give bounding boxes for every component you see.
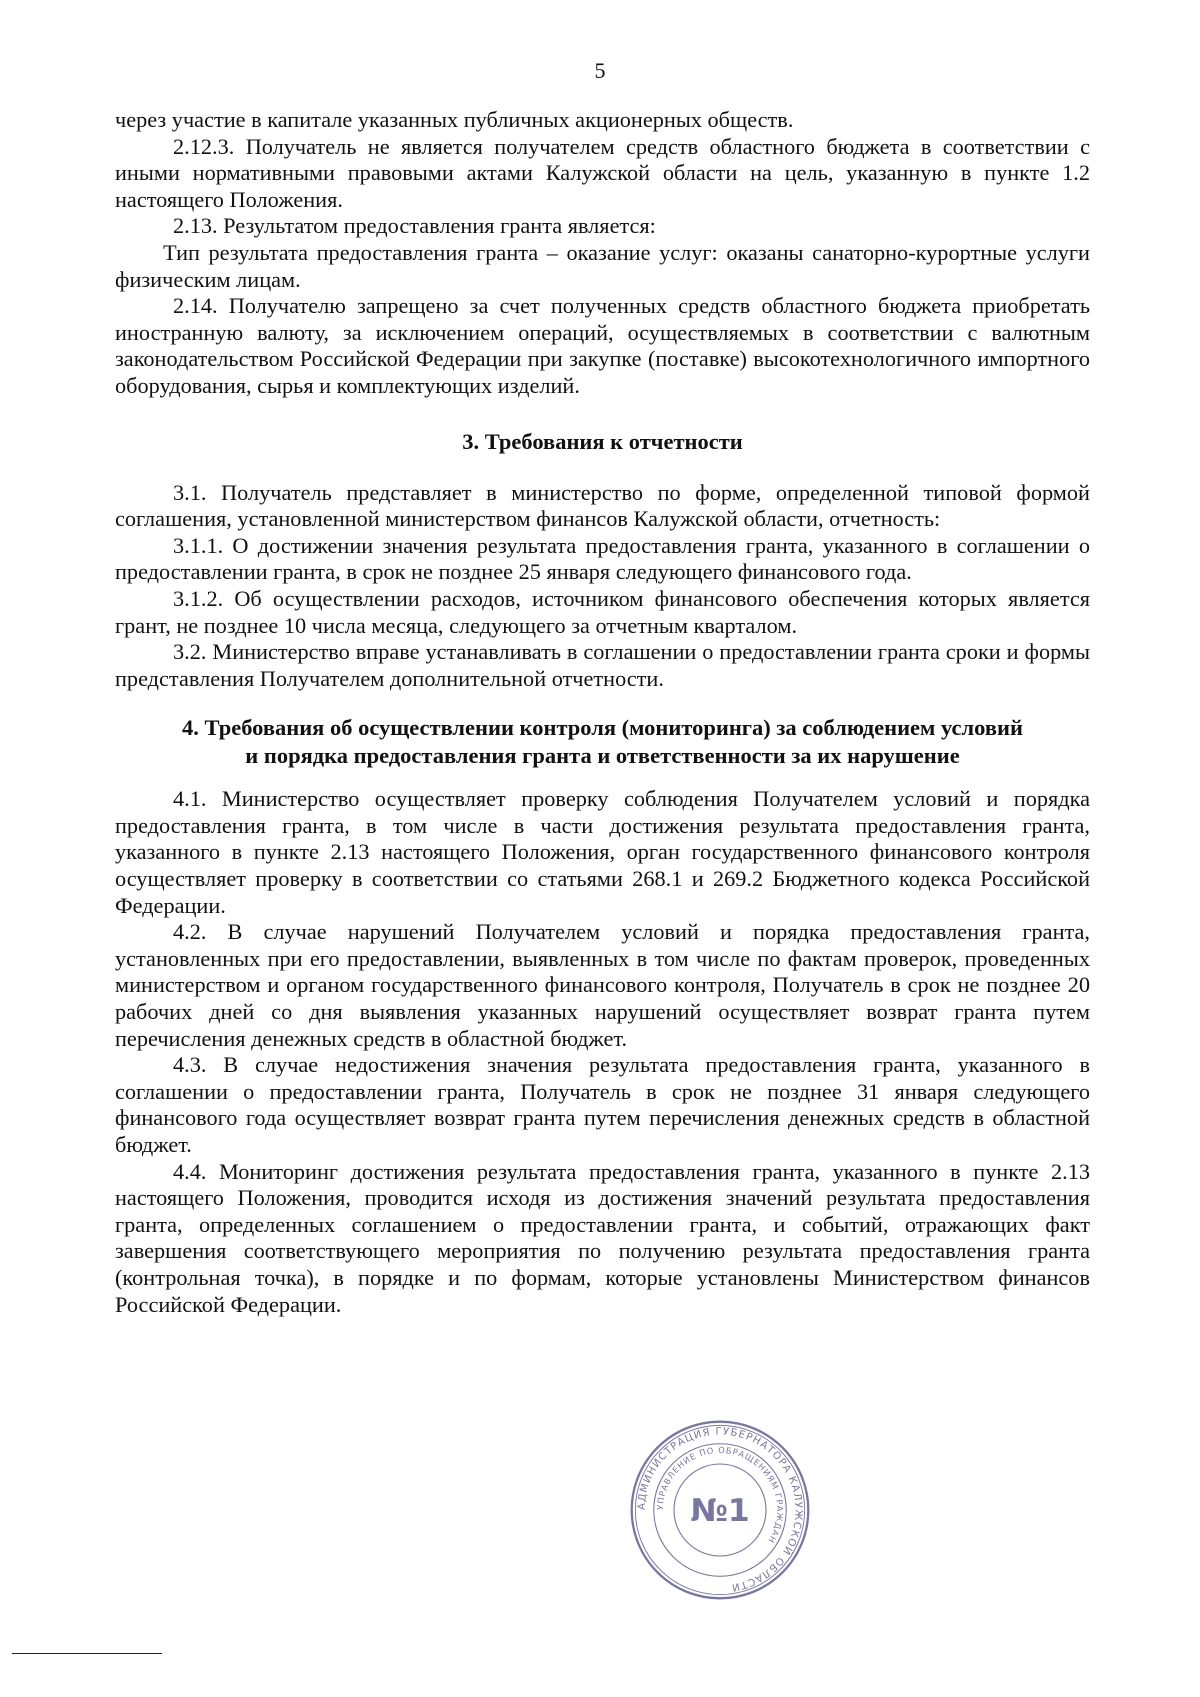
page-number: 5 (594, 58, 606, 83)
section-3-heading: 3. Требования к отчетности (462, 428, 743, 454)
paragraph-4-1: 4.1. Министерство осуществляет проверку соблюдения Получателем условий и порядка предоставления гранта, в том числе в части достижения результата предоставления гранта, указанного в пункте 2.13 настоящего Положения, орган государственного финансового контроля осуществляет проверку в соответствии со статьями 268.1 и 269.2 Бюджетного кодекса Российской Федерации. (115, 786, 1090, 918)
paragraph-4-2: 4.2. В случае нарушений Получателем условий и порядка предоставления гранта, установленных при его предоставлении, выявленных в том числе по фактам проверок, проведенных министерством и органом государственного финансового контроля, Получатель в срок не позднее 20 рабочих дней со дня выявления указанных нарушений осуществляет возврат гранта путем перечисления денежных средств в областной бюджет. (115, 919, 1090, 1051)
section-4-heading (115, 714, 1090, 770)
paragraph-3-2: 3.2. Министерство вправе устанавливать в соглашении о предоставлении гранта сроки и формы представления Получателем дополнительной отчетности. (115, 639, 1090, 691)
section-4-heading-line1: 4. Требования об осуществлении контроля (мониторинга) за соблюдением условий (182, 715, 1023, 741)
paragraph-4-4: 4.4. Мониторинг достижения результата предоставления гранта, указанного в пункте 2.13 настоящего Положения, проводится исходя из достижения значений результата предоставления гранта, определенных соглашением о предоставлении гранта, и событий, отражающих факт завершения соответствующего мероприятия по получению результата предоставления гранта (контрольная точка), в порядке и по формам, которые установлены Министерством финансов Российской Федерации. (115, 1158, 1090, 1317)
stamp-ring-text: АДМИНИСТРАЦИЯ ГУБЕРНАТОРА КАЛУЖСКОЙ ОБЛАСТИ (636, 1426, 804, 1593)
paragraph-2-12-3: 2.12.3. Получатель не является получателем средств областного бюджета в соответствии с иными нормативными правовыми актами Калужской области на цель, указанную в пункте 1.2 настоящего Положения. (115, 133, 1090, 212)
paragraph-3-1: 3.1. Получатель представляет в министерство по форме, определенной типовой формой соглашения, установленной министерством финансов Калужской области, отчетность: (115, 479, 1090, 532)
paragraph-2-13: 2.13. Результатом предоставления гранта является: (173, 213, 656, 239)
stamp-inner-text: УПРАВЛЕНИЕ ПО ОБРАЩЕНИЯМ ГРАЖДАН (654, 1444, 786, 1546)
paragraph-continuation: через участие в капитале указанных публичных акционерных обществ. (115, 107, 794, 132)
paragraph-3-1-2: 3.1.2. Об осуществлении расходов, источником финансового обеспечения которых является грант, не позднее 10 числа месяца, следующего за отчетным кварталом. (115, 585, 1090, 638)
document-body (115, 107, 1090, 1318)
paragraph-3-1-1: 3.1.1. О достижении значения результата предоставления гранта, указанного в соглашении о предоставлении гранта, в срок не позднее 25 января следующего финансового года. (115, 532, 1090, 585)
footnote-divider (12, 1653, 162, 1654)
section-4-heading-line2: и порядка предоставления гранта и ответственности за их нарушение (245, 743, 960, 769)
paragraph-result-type: Тип результата предоставления гранта – оказание услуг: оказаны санаторно-курортные услуги физическим лицам. (115, 239, 1090, 292)
paragraph-4-3: 4.3. В случае недостижения значения результата предоставления гранта, указанного в соглашении о предоставлении гранта, Получатель в срок не позднее 31 января следующего финансового года осуществляет возврат гранта путем перечисления денежных средств в областной бюджет. (115, 1052, 1090, 1157)
stamp-number: №1 (690, 1493, 750, 1530)
official-stamp-seal (628, 1418, 812, 1602)
paragraph-2-14: 2.14. Получателю запрещено за счет полученных средств областного бюджета приобретать иностранную валюту, за исключением операций, осуществляемых в соответствии с валютным законодательством Российской Федерации при закупке (поставке) высокотехнологичного импортного оборудования, сырья и комплектующих изделий. (115, 293, 1090, 398)
